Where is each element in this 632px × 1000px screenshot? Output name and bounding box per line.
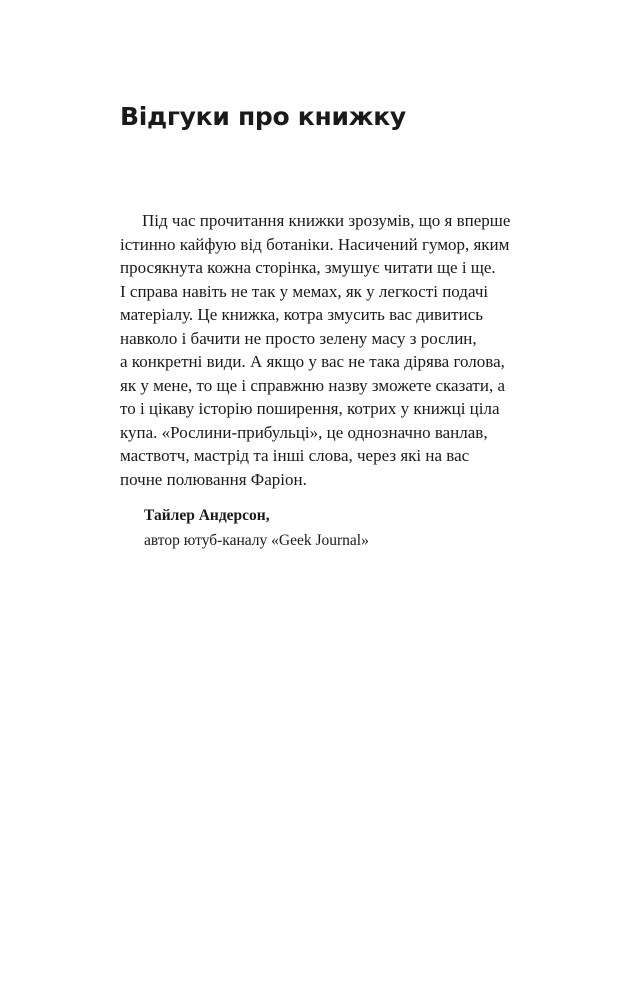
review-line: купа. «Рослини-прибульці», це однозначно ванлав, — [120, 422, 488, 442]
page-title: Відгуки про книжку — [120, 102, 406, 131]
review-author-role: автор ютуб-каналу «Geek Journal» — [144, 532, 369, 549]
review-line: матеріалу. Це книжка, котра змусить вас дивитись — [120, 305, 483, 324]
review-line: маствотч, мастрід та інші слова, через які на вас — [120, 446, 470, 465]
review-author-name: Тайлер Андерсон, — [144, 507, 270, 524]
review-line: просякнута кожна сторінка, змушує читати ще і ще. — [120, 258, 496, 277]
review-line: почне полювання Фаріон. — [120, 469, 307, 489]
review-line: а конкретні види. А якщо у вас не така дірява голова, — [120, 352, 505, 371]
review-line: то і цікаву історію поширення, котрих у книжці ціла — [120, 399, 500, 418]
review-line: навколо і бачити не просто зелену масу з рослин, — [120, 328, 477, 348]
review-text — [120, 209, 590, 491]
review-line: Під час прочитання книжки зрозумів, що я вперше — [142, 211, 511, 230]
review-line: істинно кайфую від ботаніки. Насичений гумор, яким — [120, 234, 510, 254]
review-line: І справа навіть не так у мемах, як у легкості подачі — [120, 281, 489, 301]
review-line: як у мене, то ще і справжню назву зможете сказати, а — [120, 375, 505, 395]
